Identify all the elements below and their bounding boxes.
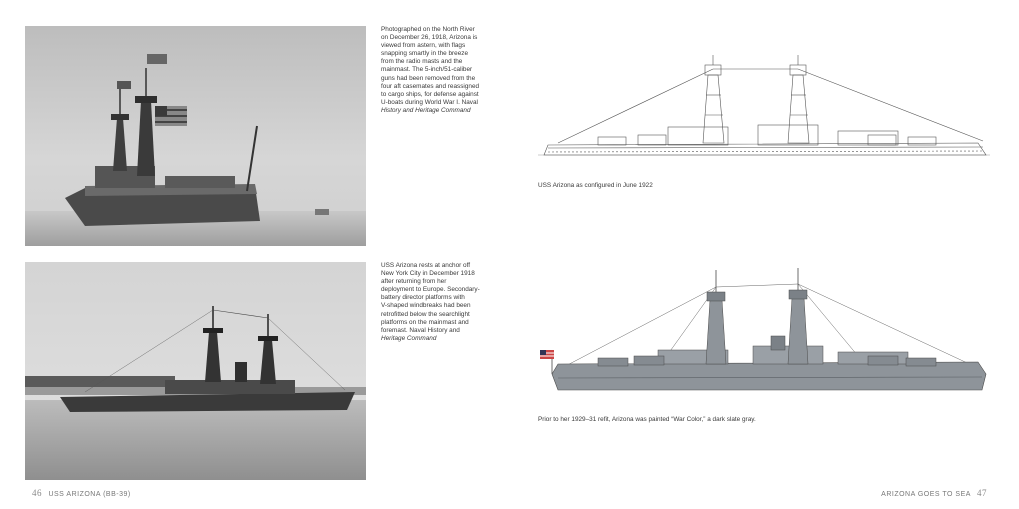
profile-drawing-war-color [538, 262, 990, 392]
caption-line: to cargo ships, for defense against [381, 90, 479, 98]
running-head: USS ARIZONA (BB-39) [48, 491, 131, 498]
folio-right [881, 488, 991, 498]
folio-left [28, 488, 131, 498]
figure-caption-text: Prior to her 1929–31 refit, Arizona was painted “War Color,” a dark slate gray. [538, 416, 756, 423]
caption-photo-2 [381, 262, 491, 343]
page-number: 47 [977, 488, 987, 498]
caption-line: platforms on the mainmast and [381, 318, 469, 326]
figure-caption-1922: USS Arizona as configured in June 1922 [538, 182, 653, 189]
running-head: ARIZONA GOES TO SEA [881, 491, 971, 498]
caption-line: New York City in December 1918 [381, 270, 475, 278]
caption-line: deployment to Europe. Secondary- [381, 286, 480, 294]
caption-line: U-boats during World War I. Naval [381, 98, 478, 106]
us-flag-icon [540, 350, 554, 374]
caption-line: Heritage Command [381, 334, 437, 342]
caption-line: retrofitted below the searchlight [381, 310, 470, 318]
caption-line: from the radio masts and the [381, 58, 463, 66]
caption-line: mainmast. The 5-inch/51-caliber [381, 66, 473, 74]
caption-line: History and Heritage Command [381, 106, 471, 114]
caption-line: USS Arizona rests at anchor off [381, 262, 471, 269]
caption-line: guns had been removed from the [381, 74, 476, 82]
figure-caption-war-color [538, 416, 756, 423]
caption-line: V-shaped windbreaks had been [381, 302, 471, 310]
caption-line: Photographed on the North River [381, 26, 475, 33]
caption-line: foremast. Naval History and [381, 326, 460, 334]
photo-arizona-astern [25, 26, 366, 246]
caption-line: snapping smartly in the breeze [381, 50, 469, 58]
profile-drawing-1922 [538, 55, 990, 167]
caption-line: viewed from astern, with flags [381, 42, 466, 50]
photo-arizona-at-anchor [25, 262, 366, 480]
caption-line: battery director platforms with [381, 294, 465, 302]
caption-line: on December 26, 1918, Arizona is [381, 34, 478, 42]
caption-photo-1 [381, 26, 491, 115]
caption-line: after returning from her [381, 278, 447, 286]
page-number: 46 [32, 488, 42, 498]
caption-line: four aft casemates and reassigned [381, 82, 480, 90]
